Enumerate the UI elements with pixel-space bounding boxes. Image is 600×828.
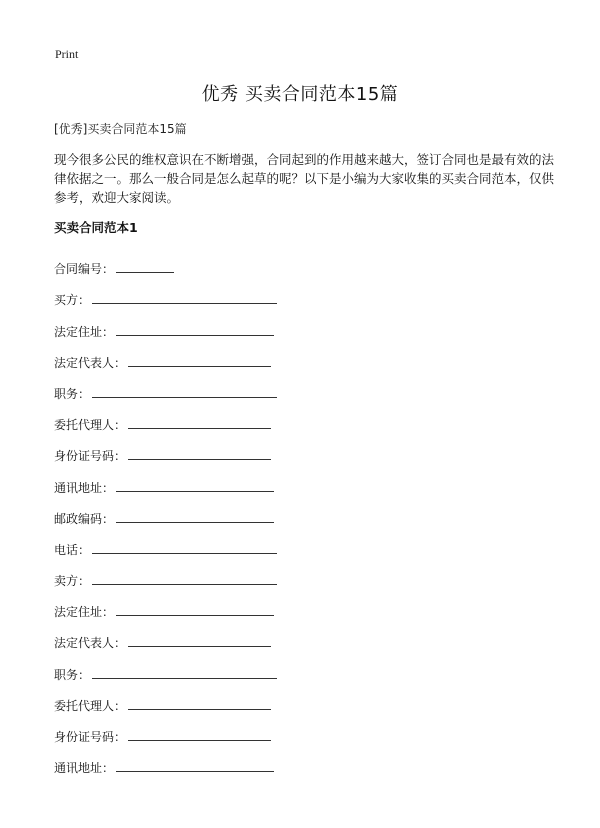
blank-line [128,645,271,647]
field-label: 委托代理人： [54,418,127,433]
print-link[interactable]: Print [55,47,79,61]
field-label: 通讯地址： [54,761,115,776]
blank-line [116,334,274,336]
field-position [54,652,354,683]
field-mailing-address [54,746,354,777]
intro-paragraph: 现今很多公民的维权意识在不断增强，合同起到的作用越来越大，签订合同也是最有效的法律依据之一。那么一般合同是怎么起草的呢？以下是小编为大家收集的买卖合同范本，仅供参考，欢迎大家阅读。 [54,152,555,205]
blank-line [128,458,271,460]
blank-line [116,271,174,273]
field-label: 身份证号码： [54,449,127,464]
field-position [54,372,354,403]
field-label: 职务： [54,386,91,401]
field-label: 身份证号码： [54,730,127,744]
blank-line [92,583,277,585]
field-label: 通讯地址： [54,480,115,495]
field-agent [54,684,354,715]
blank-line [116,490,274,492]
field-legal-representative [54,341,354,372]
field-label: 邮政编码： [54,511,115,526]
field-label: 法定住址： [54,605,115,620]
field-buyer [54,278,354,309]
field-agent [54,403,354,434]
field-phone [54,528,354,559]
field-id-number [54,715,354,746]
field-label: 买方： [54,293,91,308]
field-id-number [54,434,354,465]
blank-line [128,427,271,429]
blank-line [116,614,274,616]
field-legal-representative [54,621,354,652]
field-label: 法定代表人： [54,355,127,370]
section-heading: 买卖合同范本1 [54,220,138,235]
blank-line [92,552,277,554]
field-label: 委托代理人： [54,698,127,713]
blank-line [128,739,271,741]
field-contract-number [54,247,354,278]
field-legal-address [54,590,354,621]
blank-line [92,302,277,304]
field-label: 合同编号： [54,262,115,277]
document-subtitle: [优秀]买卖合同范本15篇 [54,122,187,136]
blank-line [116,770,274,772]
blank-line [116,521,274,523]
field-label: 法定住址： [54,324,115,339]
field-label: 电话： [54,542,91,557]
blank-line [92,396,277,398]
contract-form-fields [54,247,354,777]
field-mailing-address [54,465,354,496]
field-label: 法定代表人： [54,636,127,651]
field-postal-code [54,497,354,528]
blank-line [92,677,277,679]
field-label: 卖方： [54,574,91,589]
blank-line [128,365,271,367]
field-label: 职务： [54,667,91,682]
blank-line [128,708,271,710]
field-legal-address [54,309,354,340]
field-seller [54,559,354,590]
page-title: 优秀 买卖合同范本15篇 [201,84,399,105]
